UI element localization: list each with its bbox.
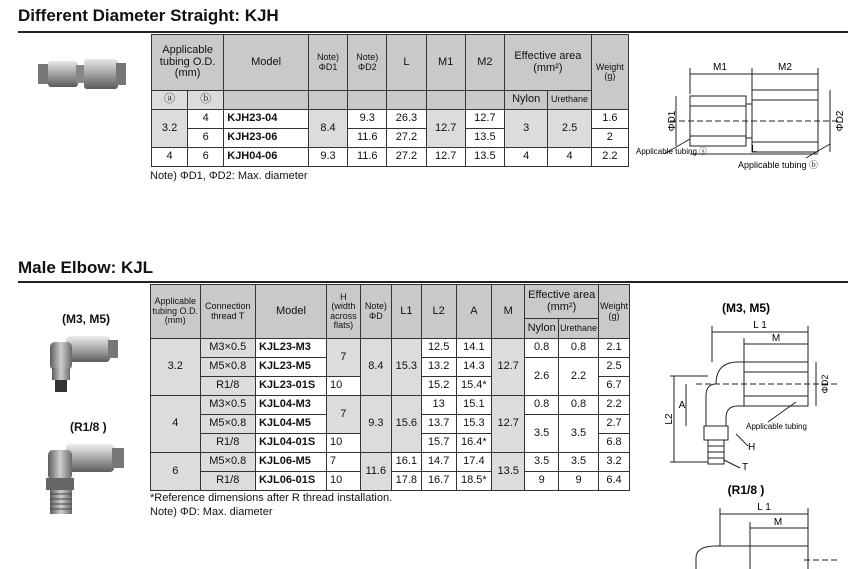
table-row: 3.2 4 KJH23-04 8.4 9.3 26.3 12.7 12.7 3 2.5 1.6 <box>152 110 629 129</box>
kjl-model-cell: KJL04-M5 <box>255 415 326 434</box>
kjh-header-nylon: Nylon <box>505 91 548 110</box>
kjl-drawing-t: T <box>742 462 749 473</box>
kjl-header-model: Model <box>255 285 326 339</box>
kjh-header-tubing-b: ⓑ <box>188 91 224 110</box>
kjl-model-cell: KJL06-01S <box>255 472 326 491</box>
table-row: 6 KJH23-06 11.6 27.2 13.5 2 <box>152 129 629 148</box>
kjh-model-cell: KJH04-06 <box>224 148 309 167</box>
kjl-header-h: H (width across flats) <box>327 285 361 339</box>
kjl-drawing-r-m: M <box>773 517 783 528</box>
kjh-header-m1: M1 <box>426 35 465 91</box>
kjh-header-tubing-a: ⓐ <box>152 91 188 110</box>
kjl-r-product-photo <box>44 438 128 518</box>
kjh-section-title: Different Diameter Straight: KJH <box>18 6 279 25</box>
kjl-section-title: Male Elbow: KJL <box>18 258 154 277</box>
kjl-drawing-m: M <box>771 333 781 344</box>
kjh-section-rule <box>18 31 848 33</box>
kjh-drawing-m1: M1 <box>713 62 727 73</box>
kjl-drawing-label-m: (M3, M5) <box>722 301 770 315</box>
kjl-model-cell: KJL04-M3 <box>255 396 326 415</box>
kjh-header-model: Model <box>224 35 309 91</box>
kjh-header-d2: Note) ΦD2 <box>348 35 387 91</box>
kjl-spec-table <box>150 284 630 491</box>
kjl-drawing-d: ΦD2 <box>820 374 830 394</box>
kjh-dimension-drawing <box>634 54 846 176</box>
kjl-model-cell: KJL23-01S <box>255 377 326 396</box>
kjl-model-cell: KJL23-M3 <box>255 339 326 358</box>
kjl-footnote-reference: *Reference dimensions after R thread installation. <box>150 492 393 504</box>
table-row: M5×0.8 KJL04-M5 13.7 15.3 3.5 3.5 2.7 <box>151 415 630 434</box>
kjh-header-effective-area: Effective area (mm²) <box>505 35 592 91</box>
kjl-drawing-l2: L2 <box>664 413 675 425</box>
kjl-label-m3-m5: (M3, M5) <box>62 312 110 326</box>
kjh-drawing-d1: ΦD1 <box>667 110 678 132</box>
kjl-header-d: Note) ΦD <box>360 285 391 339</box>
kjl-m-product-photo <box>44 330 122 394</box>
table-row: 6 M5×0.8 KJL06-M5 7 11.6 16.1 14.7 17.4 13.5 3.5 3.5 3.2 <box>151 453 630 472</box>
kjl-header-m: M <box>492 285 525 339</box>
table-row: R1/8 KJL23-01S 10 15.2 15.4* 6.7 <box>151 377 630 396</box>
kjl-drawing-label-r: (R1/8 ) <box>727 483 765 497</box>
kjh-spec-table <box>151 34 629 167</box>
kjl-drawing-a: A <box>678 400 686 411</box>
table-row: R1/8 KJL06-01S 10 17.8 16.7 18.5* 9 9 6.4 <box>151 472 630 491</box>
kjl-header-tubing: Applicable tubing O.D. (mm) <box>151 285 201 339</box>
kjl-drawing-l1: L 1 <box>753 320 767 331</box>
table-row: R1/8 KJL04-01S 10 15.7 16.4* 6.8 <box>151 434 630 453</box>
kjh-header-m2: M2 <box>465 35 504 91</box>
kjl-header-effective-area: Effective area (mm²) <box>525 285 599 319</box>
kjh-header-urethane: Urethane <box>548 91 591 110</box>
kjh-drawing-d2: ΦD2 <box>835 110 846 132</box>
kjh-product-photo <box>36 56 128 92</box>
table-row: 4 M3×0.5 KJL04-M3 7 9.3 15.6 13 15.1 12.7 0.8 0.8 2.2 <box>151 396 630 415</box>
kjh-header-l: L <box>387 35 426 91</box>
kjl-footnote-diameter: Note) ΦD: Max. diameter <box>150 506 273 518</box>
table-row: 4 6 KJH04-06 9.3 11.6 27.2 12.7 13.5 4 4 2.2 <box>152 148 629 167</box>
kjh-header-tubing: Applicable tubing O.D. (mm) <box>152 35 224 91</box>
kjl-dimension-drawing <box>656 296 848 569</box>
kjh-footnote: Note) ΦD1, ΦD2: Max. diameter <box>150 170 308 182</box>
kjh-model-cell: KJH23-06 <box>224 129 309 148</box>
kjh-header-weight: Weight (g) <box>591 35 628 110</box>
kjl-header-a: A <box>456 285 491 339</box>
table-row: 3.2 M3×0.5 KJL23-M3 7 8.4 15.3 12.5 14.1 12.7 0.8 0.8 2.1 <box>151 339 630 358</box>
kjl-label-r1-8: (R1/8 ) <box>70 420 107 434</box>
kjl-section-rule <box>18 281 848 283</box>
kjl-drawing-r-l1: L 1 <box>757 502 771 513</box>
kjl-model-cell: KJL23-M5 <box>255 358 326 377</box>
kjl-drawing-tubing: Applicable tubing <box>746 422 807 431</box>
kjl-header-l2: L2 <box>421 285 456 339</box>
kjh-header-d1: Note) ΦD1 <box>308 35 347 91</box>
kjl-header-nylon: Nylon <box>525 319 559 339</box>
kjh-drawing-l: L <box>751 144 757 155</box>
kjl-header-l1: L1 <box>392 285 422 339</box>
kjh-drawing-tubing-a: Applicable tubing ⓐ <box>636 147 708 156</box>
table-row: M5×0.8 KJL23-M5 13.2 14.3 2.6 2.2 2.5 <box>151 358 630 377</box>
kjl-header-thread: Connection thread T <box>200 285 255 339</box>
kjl-header-urethane: Urethane <box>559 319 599 339</box>
kjh-model-cell: KJH23-04 <box>224 110 309 129</box>
kjh-drawing-m2: M2 <box>778 62 792 73</box>
kjl-header-weight: Weight (g) <box>599 285 630 339</box>
kjl-model-cell: KJL04-01S <box>255 434 326 453</box>
kjh-drawing-tubing-b: Applicable tubing ⓑ <box>738 160 819 170</box>
kjl-drawing-h: H <box>748 442 756 453</box>
kjl-model-cell: KJL06-M5 <box>255 453 326 472</box>
